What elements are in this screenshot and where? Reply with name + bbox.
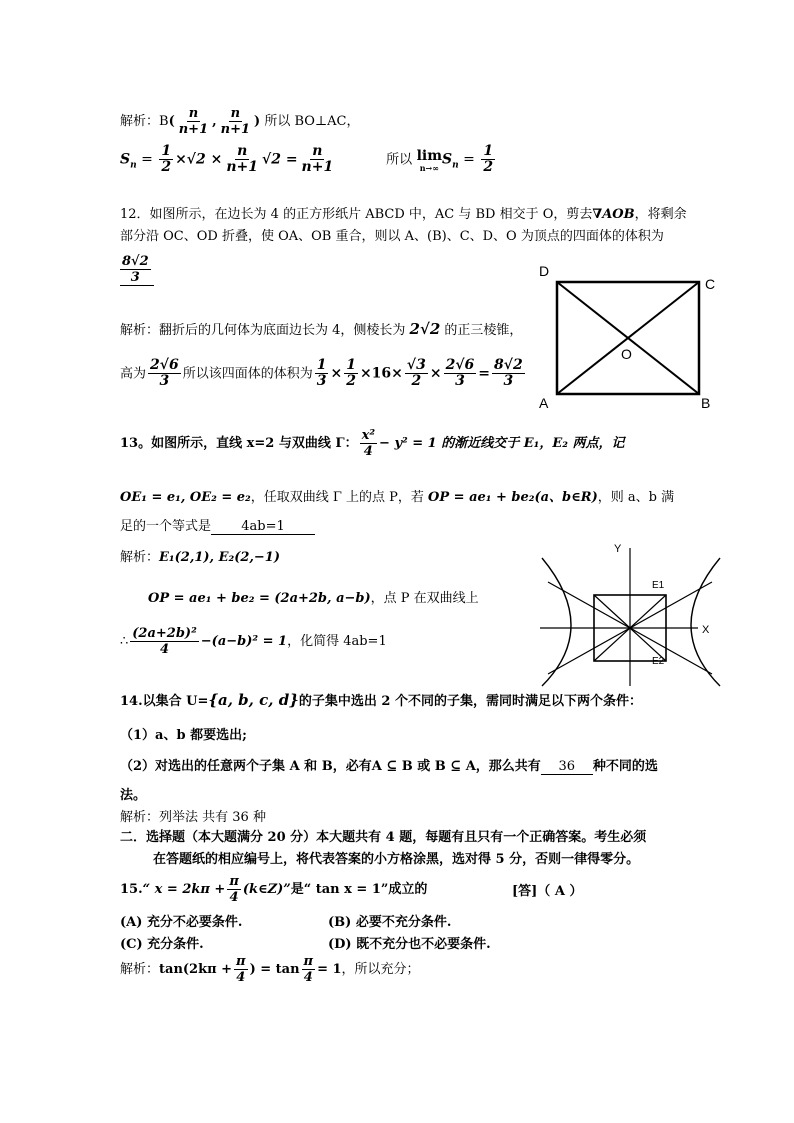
option-a: (A) 充分不必要条件. — [120, 915, 243, 930]
q12-line2: 部分沿 OC、OD 折叠，使 OA、OB 重合，则以 A、(B)、C、D、O 为顶点的四面体的体积为 — [120, 229, 664, 244]
q13-sol3: ∴ $\frac{\text{(2a+2b)²}}{4}$ −(a−b)² = 1，化简得 4ab=1 — [120, 626, 387, 657]
hyperbola-right — [691, 558, 720, 686]
q14-solution: 解析：列举法 共有 36 种 — [120, 810, 266, 825]
q15-line: 15.“ x = 2kπ + $\frac{\pi}{4}$ (k∈Z)”是“ tan x = 1”成立的 — [120, 874, 428, 905]
q13-line2: OE₁ = e₁, OE₂ = e₂，任取双曲线 Γ 上的点 P，若 OP = ae₁ + be₂(a、b∈R)，则 a、b 满 — [120, 490, 675, 505]
text: 所以 BO⊥AC， — [264, 114, 360, 129]
q12-answer: $\frac{8√2}{3}$ — [120, 254, 154, 286]
label-e2: E2 — [652, 656, 665, 667]
solution-11-line2: $S_n$ = $\frac{1}{2}$ ×√2 × $\frac{n}{n+1}$ √2 = $\frac{n}{n+1}$ 所以 lim n→∞ $S_n$ = $\frac{1}{2}$ — [120, 143, 494, 175]
label-y: Y — [614, 543, 622, 555]
square-figure — [535, 262, 725, 414]
label-d: D — [539, 263, 550, 279]
q14-cond3: 法。 — [120, 788, 147, 803]
label-e1: E1 — [652, 580, 665, 591]
q14-line1: 14.以集合 U={a, b, c, d}的子集中选出 2 个不同的子集，需同时满足以下两个条件： — [120, 691, 642, 709]
q15-solution: 解析：tan(2kπ + $\frac{\pi}{4}$ ) = tan $\frac{\pi}{4}$ = 1，所以充分； — [120, 954, 420, 985]
q14-cond1: （1）a、b 都要选出; — [120, 728, 247, 743]
section2-line2: 在答题纸的相应编号上，将代表答案的小方格涂黑，选对得 5 分，否则一律得零分。 — [153, 852, 640, 867]
fraction: $\frac{n}{n+1}$ — [178, 106, 209, 137]
q12-line1: 12．如图所示，在边长为 4 的正方形纸片 ABCD 中，AC 与 BD 相交于 O，剪去∇AOB，将剩余 — [120, 207, 687, 222]
q13-sol2: OP = ae₁ + be₂ = (2a+2b, a−b)，点 P 在双曲线上 — [148, 591, 479, 606]
option-d: (D) 既不充分也不必要条件. — [328, 937, 491, 952]
q12-solution2: 高为 $\frac{2√6}{3}$ 所以该四面体的体积为 $\frac{1}{3}$ × $\frac{1}{2}$ ×16× $\frac{√3}{2}$ × $\frac{2√6}{3}$ = $\frac{8√2}{3}$ — [120, 357, 523, 389]
q15-answer: [答]（ A ） — [512, 884, 583, 899]
q13-sol1: 解析：E₁(2,1), E₂(2,−1) — [120, 550, 281, 565]
q13-line3: 足的一个等式是 4ab=1 — [120, 515, 315, 535]
text: 解析：B — [120, 114, 169, 129]
fraction: $\frac{n}{n+1}$ — [220, 106, 251, 137]
label-b: B — [701, 395, 711, 411]
label-a: A — [539, 395, 549, 411]
q13-line1: 13。如图所示，直线 x=2 与双曲线 Γ： $\frac{\text{x²}}{4}$ − y² = 1 的渐近线交于 E₁，E₂ 两点，记 — [120, 428, 625, 459]
label-o: O — [621, 346, 632, 362]
hyperbola-left — [542, 558, 571, 686]
solution-11-line1: 解析：B( $\frac{n}{n+1}$ , $\frac{n}{n+1}$ ) 所以 BO⊥AC， — [120, 106, 360, 137]
option-b: (B) 必要不充分条件. — [328, 915, 452, 930]
label-x: X — [702, 624, 710, 636]
q14-cond2: （2）对选出的任意两个子集 A 和 B，必有A ⊆ B 或 B ⊆ A，那么共有 36 种不同的选 — [120, 759, 658, 774]
section2-line1: 二．选择题（本大题满分 20 分）本大题共有 4 题，每题有且只有一个正确答案。考生必须 — [120, 830, 647, 845]
q12-solution1: 解析：翻折后的几何体为底面边长为 4，侧棱长为 2√2 的正三棱锥， — [120, 320, 523, 338]
label-c: C — [705, 276, 716, 292]
hyperbola-figure — [540, 536, 722, 690]
option-c: (C) 充分条件. — [120, 937, 204, 952]
